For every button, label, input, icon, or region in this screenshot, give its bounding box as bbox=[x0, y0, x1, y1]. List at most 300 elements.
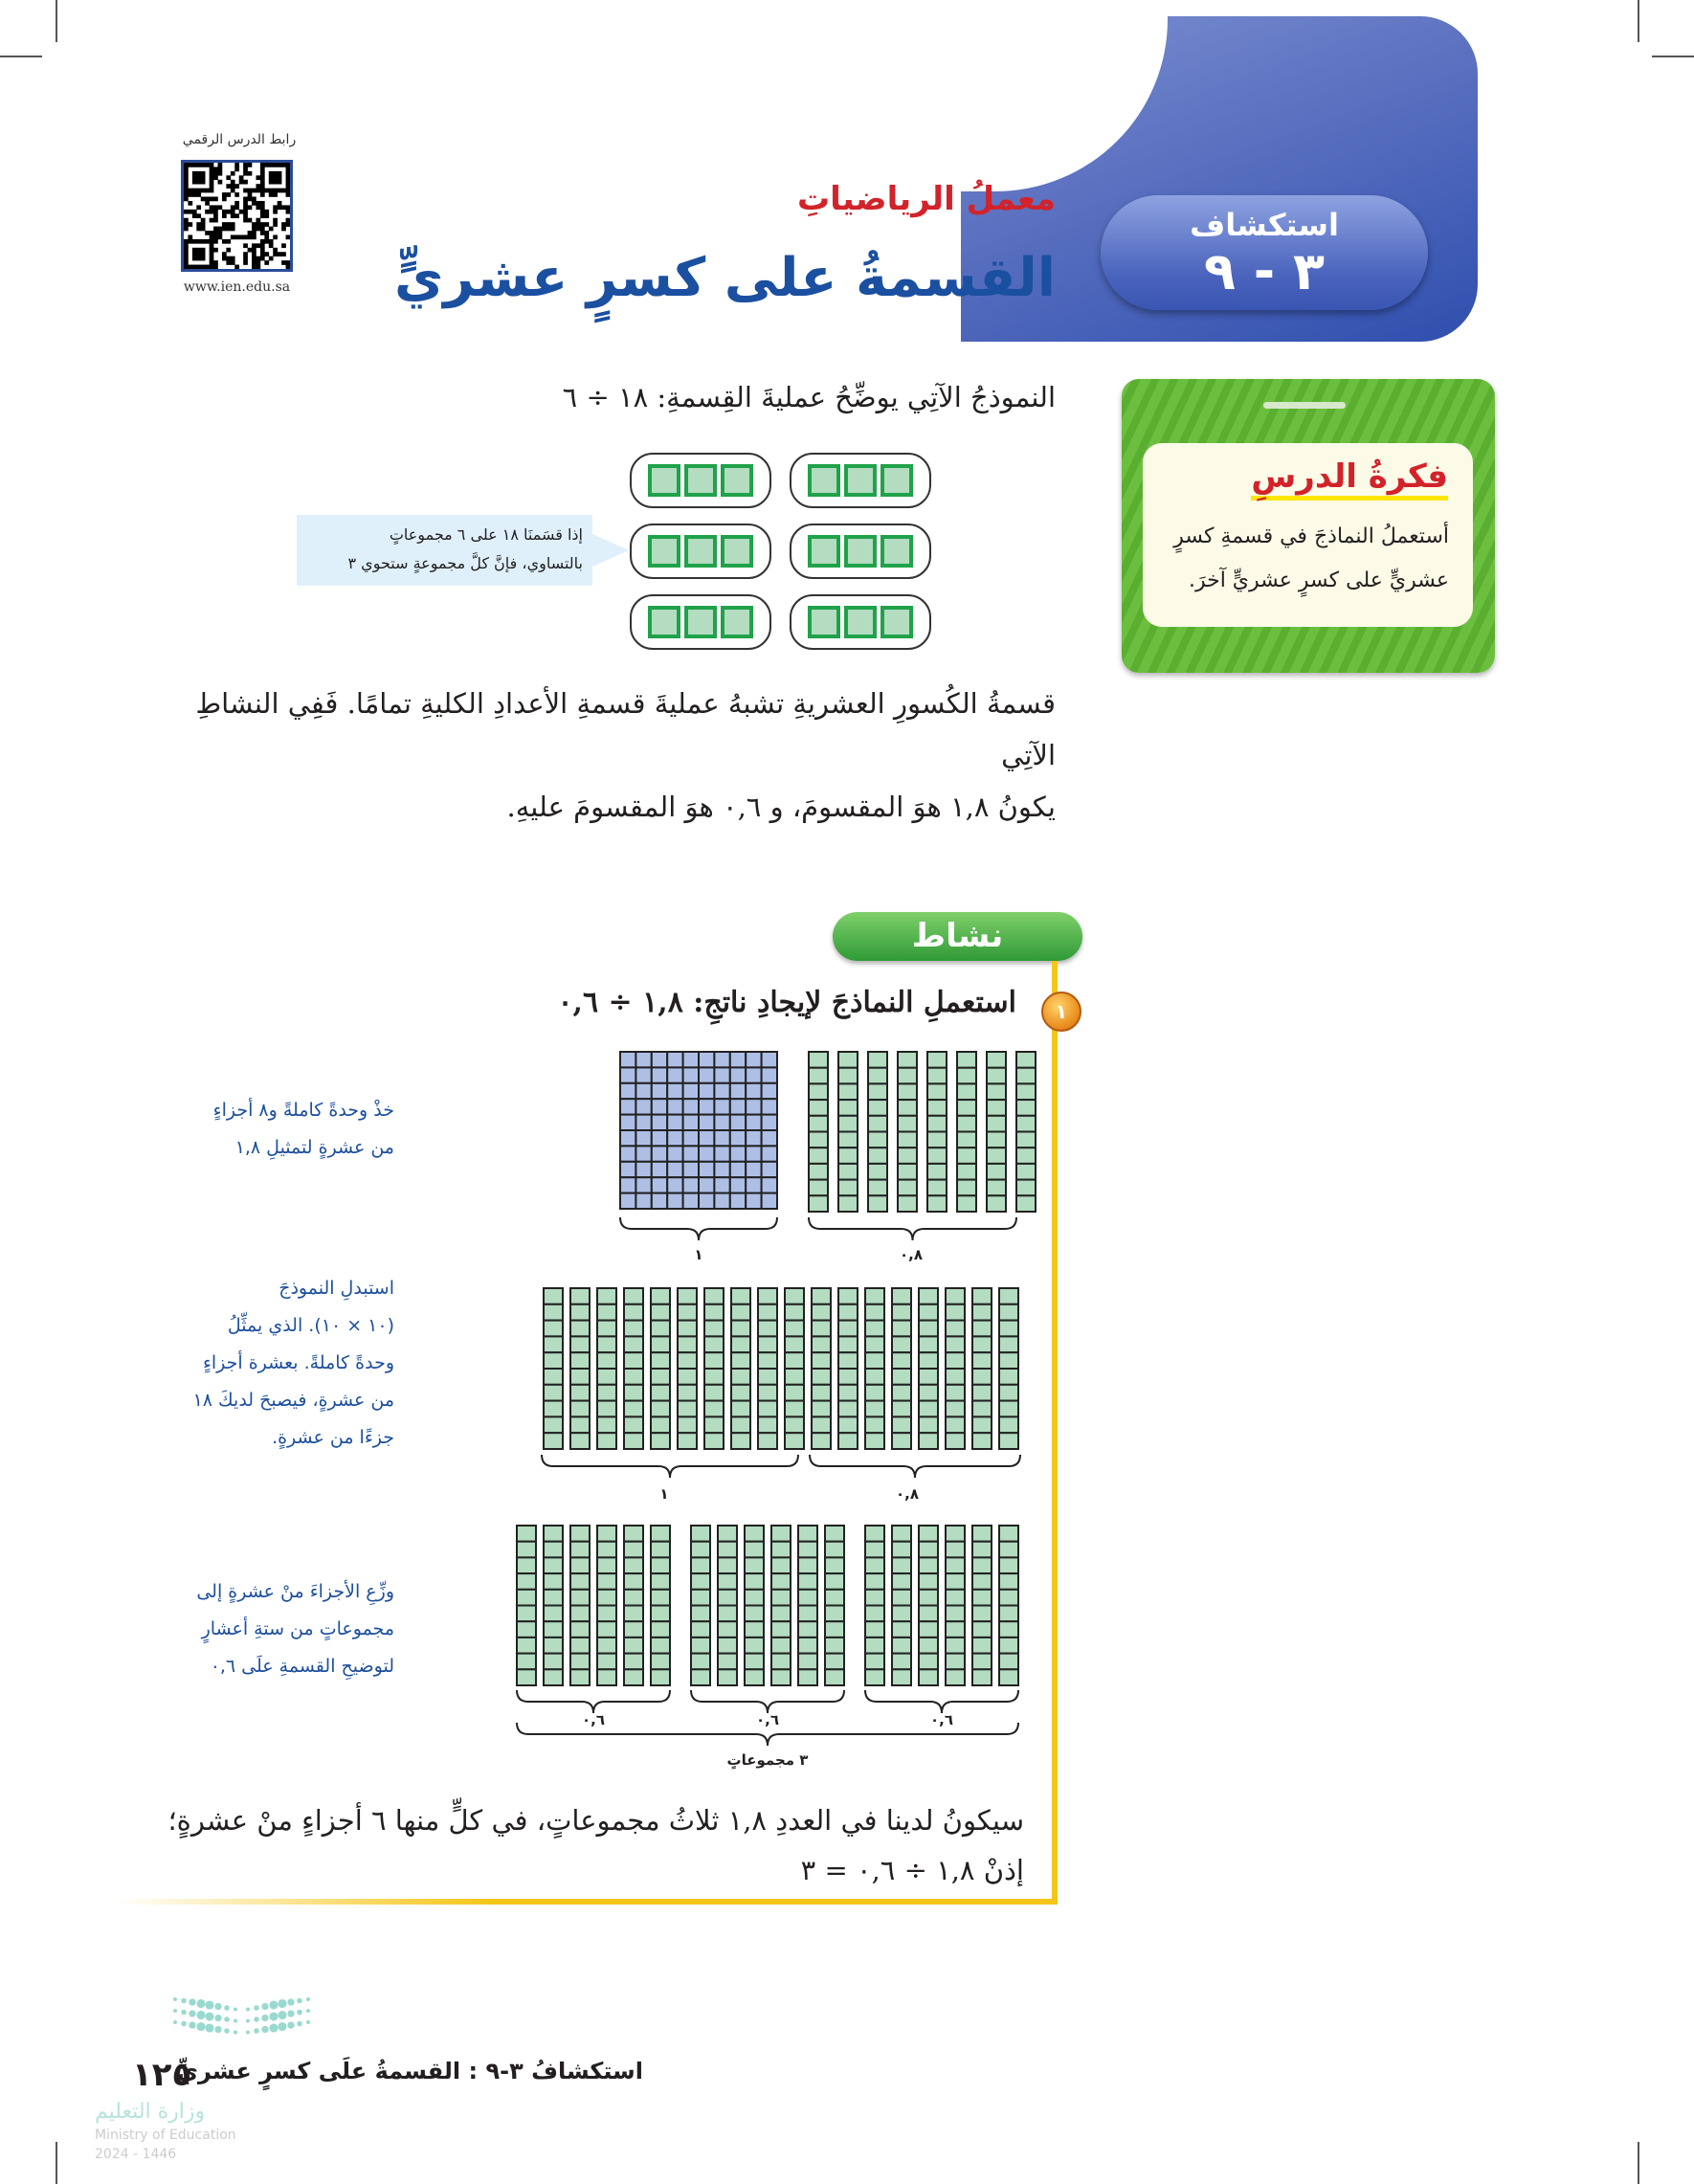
hundredth-cell bbox=[730, 1099, 746, 1114]
tenth-cell bbox=[865, 1654, 884, 1670]
tenth-cell bbox=[651, 1654, 670, 1670]
tenth-cell bbox=[892, 1385, 911, 1401]
tenth-cell bbox=[838, 1321, 858, 1337]
hundredth-cell bbox=[762, 1115, 777, 1130]
tenth-cell bbox=[624, 1590, 643, 1606]
hundredth-cell bbox=[635, 1193, 651, 1209]
tenth-cell bbox=[838, 1433, 858, 1449]
logo-dot bbox=[214, 2015, 221, 2021]
tenth-cell bbox=[651, 1526, 670, 1542]
tenth-cell bbox=[972, 1416, 992, 1433]
hundredth-cell bbox=[699, 1067, 714, 1082]
tenth-cell bbox=[825, 1542, 844, 1558]
tenth-cell bbox=[919, 1416, 938, 1433]
tenth-cell bbox=[812, 1433, 831, 1449]
qr-label: رابط الدرس الرقمي bbox=[182, 132, 297, 147]
tenth-cell bbox=[570, 1336, 590, 1352]
tenth-cell bbox=[678, 1416, 697, 1433]
tenth-cell bbox=[838, 1288, 858, 1304]
callout-line: إذا قسَمنَا ١٨ على ٦ مجموعاتٍ bbox=[389, 525, 583, 544]
tenth-cell bbox=[892, 1401, 911, 1417]
tenth-cell bbox=[927, 1052, 947, 1068]
logo-dot bbox=[306, 2009, 310, 2013]
tenth-cell bbox=[957, 1180, 976, 1196]
tenth-cell bbox=[570, 1352, 590, 1369]
logo-dot bbox=[278, 2011, 286, 2019]
hundredth-cell bbox=[667, 1162, 682, 1177]
tenth-cell bbox=[919, 1369, 938, 1385]
tenth-cell bbox=[704, 1385, 724, 1401]
tenth-cell bbox=[691, 1654, 710, 1670]
tenth-cell bbox=[771, 1557, 791, 1573]
tenth-cell bbox=[597, 1385, 616, 1401]
tenth-cell bbox=[704, 1288, 724, 1304]
logo-dot bbox=[246, 2031, 250, 2035]
hundredth-cell bbox=[746, 1099, 761, 1114]
tenth-cell bbox=[972, 1369, 992, 1385]
logo-dot bbox=[181, 2021, 187, 2027]
tenth-cell bbox=[865, 1304, 884, 1321]
hundredth-cell bbox=[620, 1130, 635, 1146]
model3-total-label: ٣ مجموعاتٍ bbox=[726, 1751, 809, 1769]
tenth-cell bbox=[651, 1401, 670, 1417]
tenth-cell bbox=[987, 1164, 1006, 1180]
brace bbox=[865, 1690, 1018, 1713]
tenth-cell bbox=[624, 1638, 643, 1654]
tenth-cell bbox=[704, 1321, 724, 1337]
tenth-cell bbox=[651, 1304, 670, 1321]
tenth-cell bbox=[987, 1132, 1006, 1148]
tenth-cell bbox=[651, 1352, 670, 1369]
brace bbox=[542, 1455, 798, 1478]
tenth-cell bbox=[946, 1369, 965, 1385]
hundredth-cell bbox=[683, 1099, 699, 1114]
tenth-cell bbox=[771, 1638, 791, 1654]
tenth-cell bbox=[651, 1542, 670, 1558]
tenth-cell bbox=[927, 1164, 947, 1180]
tenth-cell bbox=[597, 1526, 616, 1542]
tenth-cell bbox=[570, 1621, 590, 1638]
tenth-cell bbox=[987, 1100, 1006, 1116]
logo-dot bbox=[269, 2012, 278, 2020]
hundredth-cell bbox=[746, 1083, 761, 1099]
tenth-cell bbox=[987, 1148, 1006, 1164]
tenth-cell bbox=[865, 1669, 884, 1685]
tenth-cell bbox=[1016, 1052, 1036, 1068]
tenth-cell bbox=[651, 1638, 670, 1654]
tenth-cell bbox=[809, 1148, 828, 1164]
tenth-cell bbox=[957, 1083, 976, 1100]
tenth-cell bbox=[999, 1369, 1018, 1385]
logo-dot bbox=[306, 2020, 310, 2024]
side-note-3 bbox=[196, 1573, 394, 1685]
tenth-cell bbox=[651, 1573, 670, 1590]
tenth-cell bbox=[825, 1526, 844, 1542]
tenth-cell bbox=[892, 1669, 911, 1685]
hundredth-cell bbox=[746, 1067, 761, 1082]
tenth-cell bbox=[838, 1100, 858, 1116]
tenth-cell bbox=[919, 1654, 938, 1670]
footer-lesson-title: استكشافُ ٣-٩ : القسمةُ علَى كسرٍ عشريٍّ bbox=[176, 2058, 643, 2084]
tenth-cell bbox=[946, 1385, 965, 1401]
hundredth-cell bbox=[683, 1052, 699, 1067]
hundredth-cell bbox=[714, 1083, 729, 1099]
tenth-cell bbox=[999, 1401, 1018, 1417]
tenth-cell bbox=[919, 1573, 938, 1590]
tenth-cell bbox=[624, 1321, 643, 1337]
tenth-cell bbox=[570, 1526, 590, 1542]
brace bbox=[810, 1455, 1020, 1478]
tenth-cell bbox=[517, 1557, 536, 1573]
brace bbox=[517, 1690, 670, 1713]
hundredth-cell bbox=[683, 1146, 699, 1161]
tenth-cell bbox=[865, 1590, 884, 1606]
tenth-cell bbox=[919, 1401, 938, 1417]
note-line: مجموعاتٍ من ستةِ أعشارٍ bbox=[201, 1618, 394, 1639]
note-line: وزِّعِ الأجزاءَ منْ عشرةٍ إلى bbox=[196, 1581, 394, 1602]
tenth-cell bbox=[946, 1416, 965, 1433]
hundredth-cell bbox=[746, 1115, 761, 1130]
hundredth-cell bbox=[699, 1115, 714, 1130]
tenth-cell bbox=[745, 1557, 764, 1573]
hundredth-cell bbox=[746, 1130, 761, 1146]
hundredth-cell bbox=[635, 1130, 651, 1146]
logo-dot bbox=[181, 1998, 187, 2004]
tenth-cell bbox=[898, 1132, 917, 1148]
tenth-cell bbox=[972, 1654, 992, 1670]
tenth-cell bbox=[865, 1352, 884, 1369]
tenth-cell bbox=[892, 1621, 911, 1638]
tenth-cell bbox=[946, 1304, 965, 1321]
tenth-cell bbox=[718, 1557, 737, 1573]
hundredth-cell bbox=[762, 1067, 777, 1082]
tenth-cell bbox=[678, 1336, 697, 1352]
tenth-cell bbox=[718, 1654, 737, 1670]
tenth-cell bbox=[972, 1542, 992, 1558]
tenth-cell bbox=[999, 1304, 1018, 1321]
tenth-cell bbox=[809, 1083, 828, 1100]
paragraph-line: يكونُ ١,٨ هوَ المقسومَ، و ٠,٦ هوَ المقسومَ عليهِ. bbox=[506, 791, 1056, 823]
tenth-cell bbox=[957, 1052, 976, 1068]
tenth-cell bbox=[517, 1669, 536, 1685]
brace bbox=[620, 1217, 777, 1240]
tenth-cell bbox=[798, 1638, 817, 1654]
hundredth-cell bbox=[635, 1052, 651, 1067]
tenth-cell bbox=[745, 1606, 764, 1622]
section-subtitle: معملُ الرياضياتِ bbox=[797, 180, 1056, 218]
tenth-cell bbox=[919, 1336, 938, 1352]
tenth-cell bbox=[704, 1336, 724, 1352]
hundredth-cell bbox=[746, 1162, 761, 1177]
tenth-cell bbox=[892, 1573, 911, 1590]
tenth-cell bbox=[691, 1526, 710, 1542]
tenth-cell bbox=[718, 1669, 737, 1685]
tenth-cell bbox=[544, 1352, 563, 1369]
tenth-cell bbox=[957, 1132, 976, 1148]
tenth-cell bbox=[957, 1164, 976, 1180]
tenth-cell bbox=[919, 1304, 938, 1321]
hundredth-cell bbox=[730, 1130, 746, 1146]
tenth-cell bbox=[544, 1542, 563, 1558]
tenth-cell bbox=[865, 1321, 884, 1337]
tenth-cell bbox=[927, 1116, 947, 1132]
paragraph-line: قسمةُ الكُسورِ العشريةِ تشبهُ عمليةَ قسمةِ الأعدادِ الكليةِ تمامًا. فَفِي النشاطِ الآتِي bbox=[195, 687, 1056, 771]
logo-dot bbox=[205, 2000, 213, 2009]
logo-dot bbox=[205, 2023, 213, 2032]
note-line: وحدةً كاملةً. بعشرة أجزاءٍ bbox=[202, 1352, 394, 1373]
tenth-cell bbox=[946, 1433, 965, 1449]
logo-dot bbox=[173, 1997, 177, 2001]
tenth-cell bbox=[651, 1288, 670, 1304]
tenth-cell bbox=[919, 1526, 938, 1542]
tenth-cell bbox=[517, 1606, 536, 1622]
tenth-cell bbox=[624, 1369, 643, 1385]
hundredth-cell bbox=[762, 1130, 777, 1146]
tenth-cell bbox=[544, 1669, 563, 1685]
hundredth-cell bbox=[620, 1052, 635, 1067]
tenth-cell bbox=[927, 1195, 947, 1212]
tenth-cell bbox=[825, 1638, 844, 1654]
tenth-cell bbox=[570, 1321, 590, 1337]
tenth-cell bbox=[771, 1669, 791, 1685]
tenth-cell bbox=[745, 1638, 764, 1654]
hundredth-cell bbox=[699, 1162, 714, 1177]
tenth-cell bbox=[691, 1621, 710, 1638]
tenth-cell bbox=[927, 1148, 947, 1164]
tenth-cell bbox=[544, 1336, 563, 1352]
tenth-cell bbox=[651, 1433, 670, 1449]
tenth-cell bbox=[624, 1621, 643, 1638]
logo-dot bbox=[278, 1999, 286, 2008]
tenth-cell bbox=[731, 1336, 750, 1352]
tenth-cell bbox=[597, 1352, 616, 1369]
logo-dot bbox=[269, 2000, 278, 2009]
tenth-cell bbox=[868, 1052, 887, 1068]
tenth-cell bbox=[544, 1557, 563, 1573]
tenth-cell bbox=[771, 1654, 791, 1670]
logo-dot bbox=[297, 2010, 302, 2016]
tenth-cell bbox=[691, 1606, 710, 1622]
tenth-cell bbox=[865, 1385, 884, 1401]
tenth-cell bbox=[946, 1669, 965, 1685]
logo-dot bbox=[224, 2005, 230, 2011]
page-title: القسمةُ على كسرٍ عشريٍّ bbox=[393, 247, 1056, 309]
tenth-cell bbox=[919, 1669, 938, 1685]
tenth-cell bbox=[624, 1336, 643, 1352]
hundredth-cell bbox=[714, 1052, 729, 1067]
tenth-cell bbox=[946, 1288, 965, 1304]
tenth-cell bbox=[745, 1590, 764, 1606]
tenth-cell bbox=[865, 1638, 884, 1654]
hundredth-cell bbox=[667, 1193, 682, 1209]
hundredth-cell bbox=[683, 1083, 699, 1099]
tenth-cell bbox=[651, 1385, 670, 1401]
tenth-cell bbox=[838, 1148, 858, 1164]
tenth-cell bbox=[972, 1621, 992, 1638]
tenth-cell bbox=[972, 1669, 992, 1685]
tenth-cell bbox=[745, 1669, 764, 1685]
logo-dot bbox=[234, 2008, 237, 2012]
tenth-cell bbox=[809, 1116, 828, 1132]
hundredth-cell bbox=[620, 1115, 635, 1130]
model3-group-label: ٠,٦ bbox=[581, 1711, 605, 1728]
note-line: خذْ وحدةً كاملةً و٨ أجزاءٍ bbox=[212, 1100, 394, 1121]
logo-dot bbox=[214, 2026, 221, 2033]
tenth-cell bbox=[898, 1116, 917, 1132]
logo-dot bbox=[246, 2008, 250, 2012]
hundredth-cell bbox=[652, 1177, 667, 1192]
hundredth-cell bbox=[620, 1193, 635, 1209]
tenth-cell bbox=[718, 1638, 737, 1654]
tenth-cell bbox=[798, 1542, 817, 1558]
tenth-cell bbox=[946, 1321, 965, 1337]
ministry-name-ar: وزارة التعليم bbox=[95, 2100, 206, 2124]
hundredth-cell bbox=[699, 1130, 714, 1146]
tenth-cell bbox=[892, 1654, 911, 1670]
hundredth-cell bbox=[635, 1099, 651, 1114]
step-number-badge: ١ bbox=[1041, 992, 1081, 1032]
tenth-cell bbox=[691, 1669, 710, 1685]
ministry-name-en: Ministry of Education bbox=[95, 2128, 236, 2143]
tenth-cell bbox=[758, 1385, 777, 1401]
hundredth-cell bbox=[714, 1162, 729, 1177]
tenth-cell bbox=[758, 1352, 777, 1369]
tenth-cell bbox=[892, 1288, 911, 1304]
tenth-cell bbox=[597, 1669, 616, 1685]
tenth-cell bbox=[798, 1606, 817, 1622]
tenth-cell bbox=[946, 1557, 965, 1573]
hundredth-cell bbox=[635, 1067, 651, 1082]
tenth-cell bbox=[651, 1336, 670, 1352]
tenth-cell bbox=[892, 1606, 911, 1622]
model3-group-label: ٠,٦ bbox=[755, 1711, 779, 1728]
tenth-cell bbox=[957, 1116, 976, 1132]
tenth-cell bbox=[927, 1083, 947, 1100]
hundredth-cell bbox=[620, 1162, 635, 1177]
tenth-cell bbox=[691, 1590, 710, 1606]
note-line: جزءًا من عشرةٍ. bbox=[272, 1427, 394, 1448]
tenth-cell bbox=[999, 1638, 1018, 1654]
tenth-cell bbox=[785, 1336, 804, 1352]
tenth-cell bbox=[812, 1385, 831, 1401]
tenth-cell bbox=[624, 1288, 643, 1304]
tenth-cell bbox=[838, 1369, 858, 1385]
logo-dot bbox=[224, 2028, 230, 2034]
hundredth-cell bbox=[652, 1052, 667, 1067]
tenth-cell bbox=[718, 1590, 737, 1606]
brace bbox=[691, 1690, 844, 1713]
tenth-cell bbox=[745, 1542, 764, 1558]
logo-dot bbox=[196, 1999, 205, 2008]
hundredth-cell bbox=[652, 1099, 667, 1114]
tenth-cell bbox=[704, 1304, 724, 1321]
logo-dot bbox=[297, 1998, 302, 2004]
hundredth-cell bbox=[667, 1177, 682, 1192]
tenth-cell bbox=[758, 1336, 777, 1352]
hundredth-cell bbox=[635, 1162, 651, 1177]
tenth-cell bbox=[812, 1401, 831, 1417]
hundredth-cell bbox=[635, 1115, 651, 1130]
side-note-2 bbox=[193, 1270, 394, 1457]
tenth-cell bbox=[972, 1638, 992, 1654]
tenth-cell bbox=[1016, 1195, 1036, 1212]
tenth-cell bbox=[570, 1606, 590, 1622]
tenth-cell bbox=[999, 1654, 1018, 1670]
tenth-cell bbox=[624, 1669, 643, 1685]
tenth-cell bbox=[785, 1416, 804, 1433]
tenth-cell bbox=[544, 1304, 563, 1321]
tenth-cell bbox=[718, 1526, 737, 1542]
tenth-cell bbox=[892, 1369, 911, 1385]
tenth-cell bbox=[704, 1416, 724, 1433]
tenth-cell bbox=[946, 1573, 965, 1590]
tenth-cell bbox=[704, 1352, 724, 1369]
logo-dot bbox=[196, 2022, 205, 2031]
tenth-cell bbox=[544, 1401, 563, 1417]
tenth-cell bbox=[771, 1606, 791, 1622]
tenth-cell bbox=[809, 1052, 828, 1068]
logo-dot bbox=[254, 2005, 259, 2011]
tenth-cell bbox=[898, 1052, 917, 1068]
tenth-cell bbox=[809, 1164, 828, 1180]
tenth-cell bbox=[999, 1621, 1018, 1638]
hundredth-cell bbox=[620, 1099, 635, 1114]
tenth-cell bbox=[517, 1621, 536, 1638]
logo-dot bbox=[306, 1997, 310, 2001]
conclusion-text bbox=[167, 1795, 1024, 1895]
tenth-cell bbox=[946, 1590, 965, 1606]
tenth-cell bbox=[987, 1116, 1006, 1132]
logo-dot bbox=[234, 2019, 237, 2023]
tenth-cell bbox=[544, 1573, 563, 1590]
tenth-cell bbox=[1016, 1083, 1036, 1100]
tenth-cell bbox=[624, 1573, 643, 1590]
tenth-cell bbox=[812, 1304, 831, 1321]
model1-right-label: ٠,٨ bbox=[899, 1246, 923, 1263]
tenth-cell bbox=[919, 1385, 938, 1401]
hundredth-cell bbox=[762, 1162, 777, 1177]
tenth-cell bbox=[651, 1606, 670, 1622]
tenth-cell bbox=[798, 1573, 817, 1590]
tenth-cell bbox=[999, 1573, 1018, 1590]
tenth-cell bbox=[999, 1590, 1018, 1606]
hundredth-cell bbox=[762, 1099, 777, 1114]
hundredth-cell bbox=[667, 1115, 682, 1130]
qr-url-link[interactable]: www.ien.edu.sa bbox=[183, 279, 291, 295]
tenth-cell bbox=[731, 1401, 750, 1417]
hundredth-cell bbox=[730, 1193, 746, 1209]
tenth-cell bbox=[898, 1068, 917, 1084]
hundredth-cell bbox=[699, 1099, 714, 1114]
tenth-cell bbox=[838, 1401, 858, 1417]
tenth-cell bbox=[678, 1369, 697, 1385]
tenth-cell bbox=[946, 1526, 965, 1542]
hundredth-cell bbox=[762, 1177, 777, 1192]
tenth-cell bbox=[825, 1606, 844, 1622]
tenth-cell bbox=[597, 1288, 616, 1304]
tenth-cell bbox=[999, 1606, 1018, 1622]
tenth-cell bbox=[570, 1654, 590, 1670]
tenth-cell bbox=[785, 1304, 804, 1321]
tenth-cell bbox=[651, 1621, 670, 1638]
note-line: لتوضيحِ القسمةِ علَى ٠,٦ bbox=[210, 1656, 394, 1677]
tenth-cell bbox=[809, 1132, 828, 1148]
tenth-cell bbox=[758, 1369, 777, 1385]
tenth-cell bbox=[544, 1321, 563, 1337]
tenth-cell bbox=[892, 1352, 911, 1369]
model2-left-label: ١ bbox=[659, 1485, 669, 1503]
tenth-cell bbox=[624, 1401, 643, 1417]
